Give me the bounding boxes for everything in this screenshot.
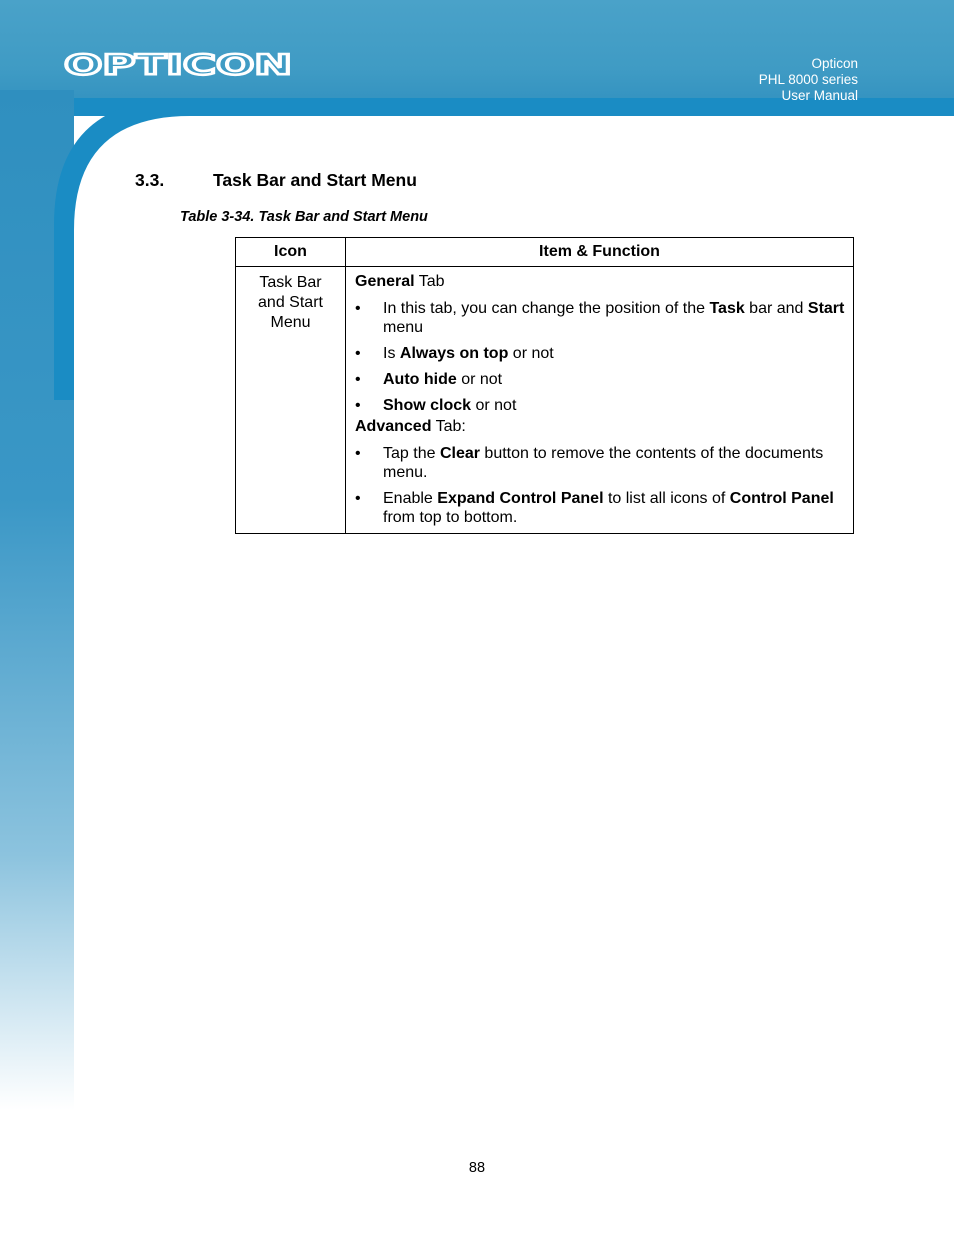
header-company: Opticon [811,56,858,71]
list-item: • Auto hide or not [355,370,845,389]
general-tab-list [355,299,845,415]
list-item: • In this tab, you can change the position of the Task bar and Start menu [355,299,845,337]
icon-cell-line: Task Bar [259,274,322,291]
list-item: • Is Always on top or not [355,344,845,363]
header-info [759,56,858,104]
header-product: PHL 8000 series [758,72,858,87]
header-doc-type: User Manual [781,88,858,103]
section-heading [135,170,417,191]
list-item: • Tap the Clear button to remove the contents of the documents menu. [355,444,845,482]
advanced-tab-list [355,444,845,527]
page-number: 88 [468,1160,486,1176]
section-number: 3.3. [135,170,165,190]
table-caption: Table 3-34. Task Bar and Start Menu [180,209,428,225]
logo-text: OPTICON [64,50,292,78]
general-tab-heading: General Tab [355,273,445,290]
section-title: Task Bar and Start Menu [213,170,417,190]
icon-cell [236,267,346,534]
table-row [236,267,854,534]
table-header-row [236,238,854,267]
list-item: • Show clock or not [355,396,845,415]
opticon-logo [62,50,294,78]
advanced-tab-heading: Advanced Tab: [355,418,466,435]
task-bar-table [235,237,854,534]
icon-cell-line: Menu [270,314,311,331]
list-item: • Enable Expand Control Panel to list all icons of Control Panel from top to bottom. [355,489,845,527]
function-cell [346,267,854,534]
header-icon: Icon [236,238,346,267]
header-item-function: Item & Function [346,238,854,267]
icon-cell-line: and Start [258,294,323,311]
